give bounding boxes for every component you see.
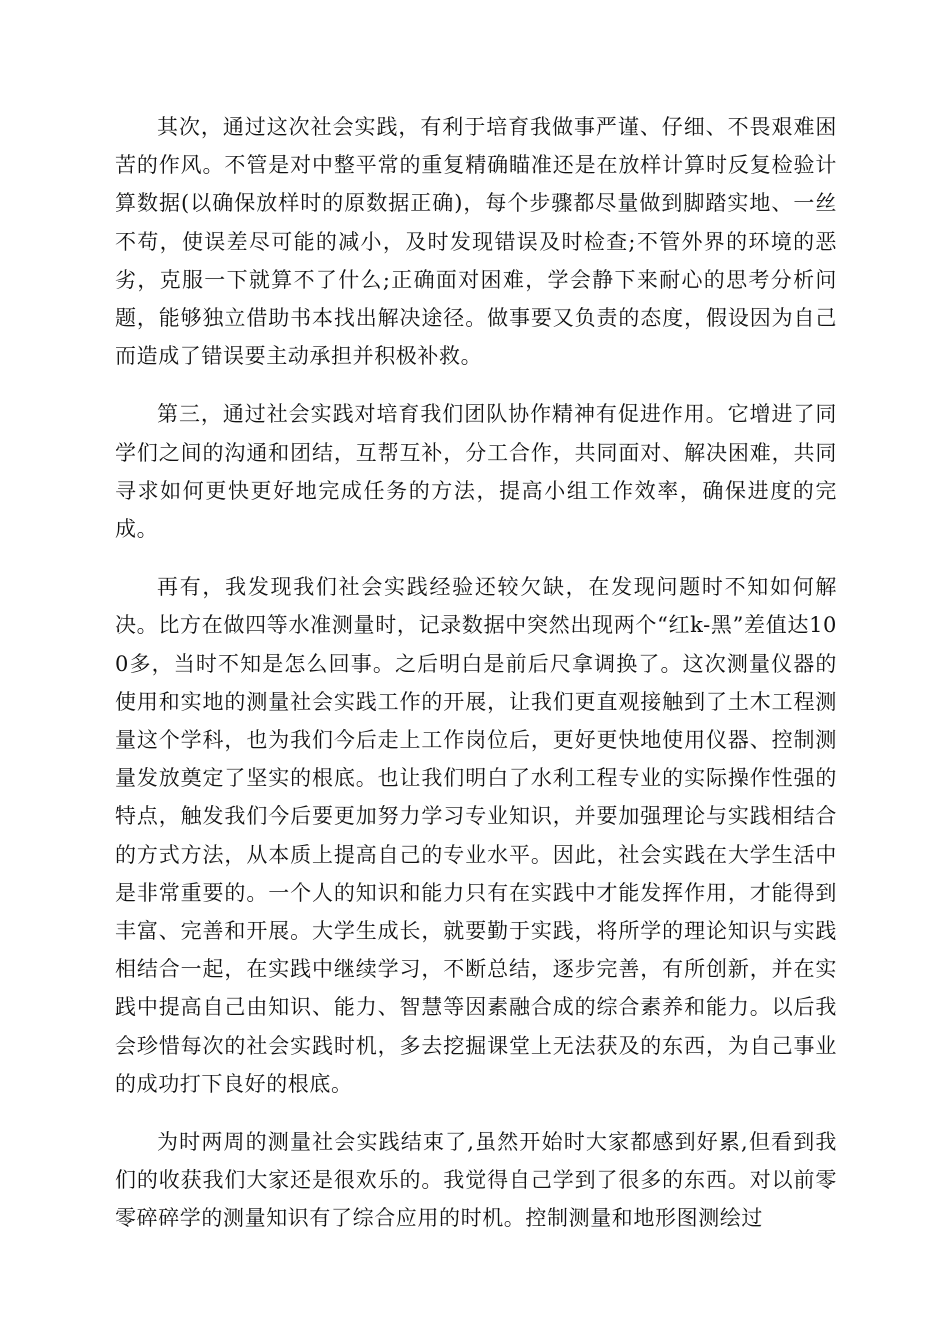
document-body xyxy=(115,108,837,1258)
paragraph: 为时两周的测量社会实践结束了,虽然开始时大家都感到好累,但看到我们的收获我们大家还是很欢乐的。我觉得自己学到了很多的东西。对以前零零碎碎学的测量知识有了综合应用的时机。控制测量和地形图测绘过 xyxy=(115,1130,837,1231)
paragraph: 再有，我发现我们社会实践经验还较欠缺，在发现问题时不知如何解决。比方在做四等水准测量时，记录数据中突然出现两个“红k-黑”差值达100多，当时不知是怎么回事。之后明白是前后尺拿调换了。这次测量仪器的使用和实地的测量社会实践工作的开展，让我们更直观接触到了土木工程测量这个学科，也为我们今后走上工作岗位后，更好更快地使用仪器、控制测量发放奠定了坚实的根底。也让我们明白了水利工程专业的实际操作性强的特点，触发我们今后要更加努力学习专业知识，并要加强理论与实践相结合的方式方法，从本质上提高自己的专业水平。因此，社会实践在大学生活中是非常重要的。一个人的知识和能力只有在实践中才能发挥作用，才能得到丰富、完善和开展。大学生成长，就要勤于实践，将所学的理论知识与实践相结合一起，在实践中继续学习，不断总结，逐步完善，有所创新，并在实践中提高自己由知识、能力、智慧等因素融合成的综合素养和能力。以后我会珍惜每次的社会实践时机，多去挖掘课堂上无法获及的东西，为自己事业的成功打下良好的根底。 xyxy=(115,575,837,1096)
paragraph: 第三，通过社会实践对培育我们团队协作精神有促进作用。它增进了同学们之间的沟通和团结，互帮互补，分工合作，共同面对、解决困难，共同寻求如何更快更好地完成任务的方法，提高小组工作效率，确保进度的完成。 xyxy=(115,402,837,542)
paragraph: 其次，通过这次社会实践，有利于培育我做事严谨、仔细、不畏艰难困苦的作风。不管是对中整平常的重复精确瞄准还是在放样计算时反复检验计算数据(以确保放样时的原数据正确)，每个步骤都尽量做到脚踏实地、一丝不苟，使误差尽可能的减小，及时发现错误及时检查;不管外界的环境的恶劣，克服一下就算不了什么;正确面对困难，学会静下来耐心的思考分析问题，能够独立借助书本找出解决途径。做事要又负责的态度，假设因为自己而造成了错误要主动承担并积极补救。 xyxy=(115,115,837,369)
